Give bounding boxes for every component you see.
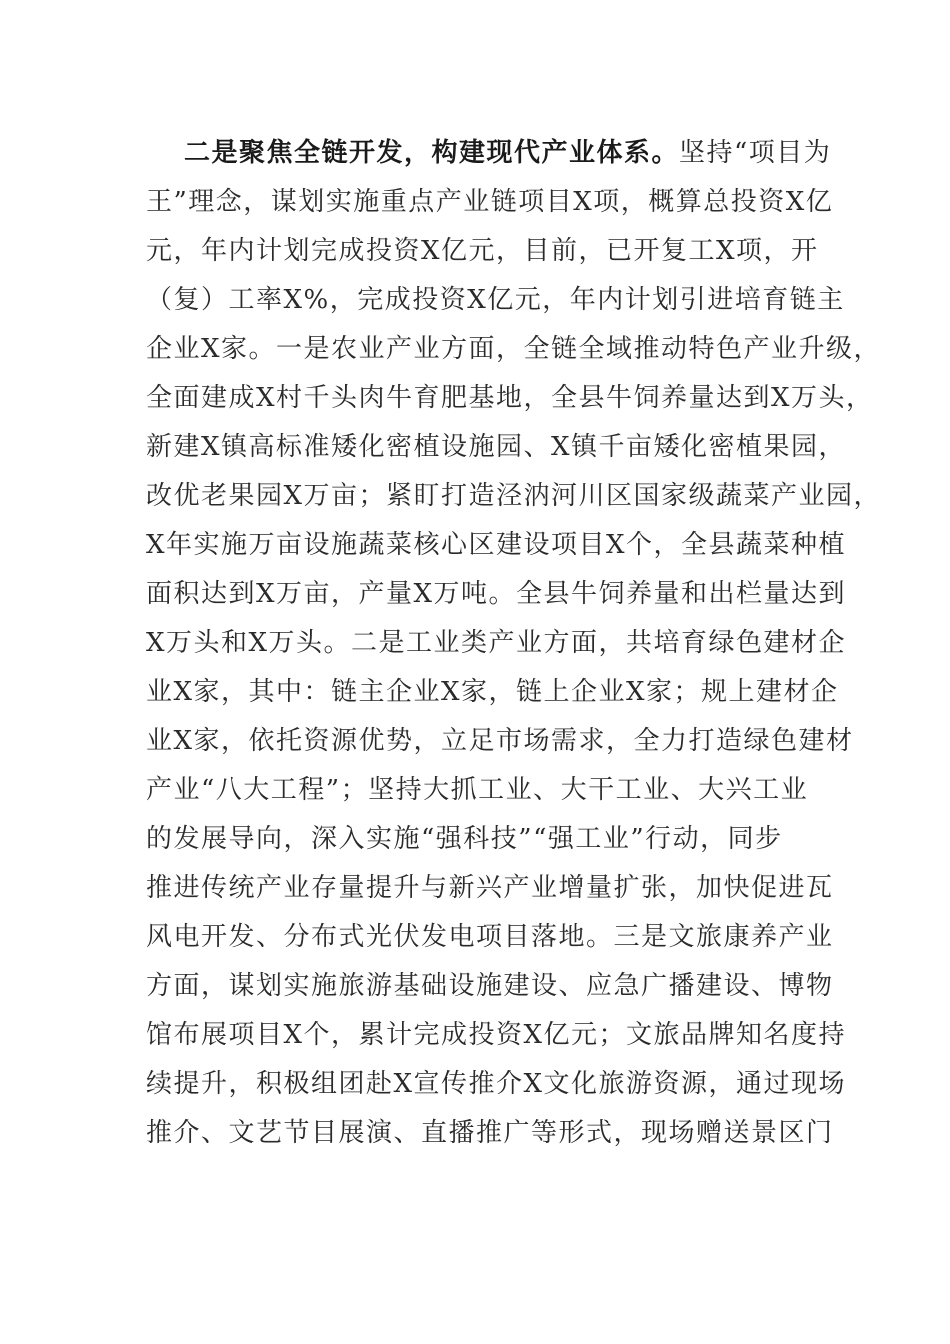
paragraph [146, 129, 882, 1158]
paragraph-line: 改优老果园X万亩；紧盯打造泾汭河川区国家级蔬菜产业园， [146, 481, 882, 511]
section-heading: 二是聚焦全链开发，构建现代产业体系。 [184, 138, 680, 168]
paragraph-line: 推进传统产业存量提升与新兴产业增量扩张，加快促进瓦 [146, 873, 834, 903]
paragraph-line: 面积达到X万亩，产量X万吨。全县牛饲养量和出栏量达到 [146, 579, 847, 609]
paragraph-line: 方面，谋划实施旅游基础设施建设、应急广播建设、博物 [146, 971, 834, 1001]
paragraph-line: 王”理念，谋划实施重点产业链项目X项，概算总投资X亿 [146, 187, 834, 217]
paragraph-line: 推介、文艺节目展演、直播推广等形式，现场赠送景区门 [146, 1118, 834, 1148]
paragraph-line: 馆布展项目X个，累计完成投资X亿元；文旅品牌知名度持 [146, 1020, 847, 1050]
paragraph-line: （复）工率X%，完成投资X亿元，年内计划引进培育链主 [146, 285, 845, 315]
paragraph-line: 产业“八大工程”；坚持大抓工业、大干工业、大兴工业 [146, 775, 809, 805]
paragraph-line: 新建X镇高标准矮化密植设施园、X镇千亩矮化密植果园， [146, 432, 847, 462]
paragraph-line-1 [146, 129, 832, 178]
paragraph-line: X年实施万亩设施蔬菜核心区建设项目X个，全县蔬菜种植 [146, 530, 847, 560]
paragraph-line: 续提升，积极组团赴X宣传推介X文化旅游资源，通过现场 [146, 1069, 847, 1099]
paragraph-line: 元，年内计划完成投资X亿元，目前，已开复工X项，开 [146, 236, 819, 266]
line-text: 坚持“项目为 [679, 138, 832, 168]
paragraph-line: 业X家，其中：链主企业X家，链上企业X家；规上建材企 [146, 677, 839, 707]
paragraph-line: 全面建成X村千头肉牛育肥基地，全县牛饲养量达到X万头， [146, 383, 874, 413]
paragraph-line: X万头和X万头。二是工业类产业方面，共培育绿色建材企 [146, 628, 847, 658]
paragraph-line: 企业X家。一是农业产业方面，全链全域推动特色产业升级， [146, 334, 882, 364]
paragraph-line: 的发展导向，深入实施“强科技”“强工业”行动，同步 [146, 824, 783, 854]
paragraph-line: 风电开发、分布式光伏发电项目落地。三是文旅康养产业 [146, 922, 834, 952]
paragraph-line: 业X家，依托资源优势，立足市场需求，全力打造绿色建材 [146, 726, 854, 756]
